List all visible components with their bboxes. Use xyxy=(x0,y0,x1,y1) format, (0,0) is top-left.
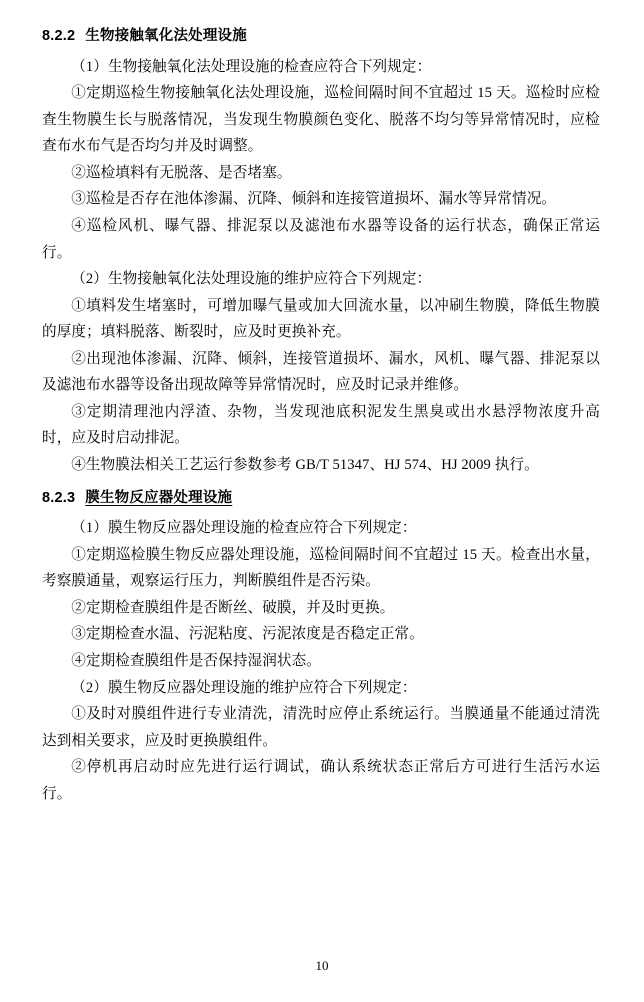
paragraph: ②定期检查膜组件是否断丝、破膜，并及时更换。 xyxy=(71,599,395,616)
paragraph: ③定期检查水温、污泥粘度、污泥浓度是否稳定正常。 xyxy=(71,626,424,643)
paragraph: ①及时对膜组件进行专业清洗，清洗时应停止系统运行。当膜通量不能通过清洗达到相关要求，应及时更换膜组件。 xyxy=(42,706,600,749)
section-heading-title: 生物接触氧化法处理设施 xyxy=(85,28,247,44)
paragraph: （1）膜生物反应器处理设施的检查应符合下列规定： xyxy=(71,520,417,537)
paragraph: ①定期巡检膜生物反应器处理设施，巡检间隔时间不宜超过 15 天。检查出水量，考察膜通量，观察运行压力，判断膜组件是否污染。 xyxy=(42,546,600,590)
section-heading-number: 8.2.3 xyxy=(42,489,76,506)
section-heading-number: 8.2.2 xyxy=(42,28,76,44)
paragraph: （2）生物接触氧化法处理设施的维护应符合下列规定： xyxy=(71,271,432,288)
section-heading-title: 膜生物反应器处理设施 xyxy=(85,489,233,506)
paragraph: ①定期巡检生物接触氧化法处理设施，巡检间隔时间不宜超过 15 天。巡检时应检查生物膜生长与脱落情况，当发现生物膜颜色变化、脱落不均匀等异常情况时，应检查布水布气是否均匀并及时调整。 xyxy=(42,85,600,155)
paragraph: ③定期清理池内浮渣、杂物，当发现池底积泥发生黑臭或出水悬浮物浓度升高时，应及时启动排泥。 xyxy=(42,403,600,447)
paragraph: ④巡检风机、曝气器、排泥泵以及滤池布水器等设备的运行状态，确保正常运行。 xyxy=(42,218,600,261)
page-number: 10 xyxy=(315,958,329,973)
paragraph: ①填料发生堵塞时，可增加曝气量或加大回流水量，以冲刷生物膜，降低生物膜的厚度；填料脱落、断裂时，应及时更换补充。 xyxy=(42,297,600,341)
paragraph: ④定期检查膜组件是否保持湿润状态。 xyxy=(71,652,321,669)
section-heading-8-2-2 xyxy=(42,26,600,48)
paragraph: ②停机再启动时应先进行运行调试，确认系统状态正常后方可进行生活污水运行。 xyxy=(42,759,600,802)
section-spacer xyxy=(42,479,600,488)
paragraph: ④生物膜法相关工艺运行参数参考 GB/T 51347、HJ 574、HJ 2009 执行。 xyxy=(71,456,539,473)
paragraph: （2）膜生物反应器处理设施的维护应符合下列规定： xyxy=(71,679,417,696)
paragraph: ③巡检是否存在池体渗漏、沉降、倾斜和连接管道损坏、漏水等异常情况。 xyxy=(71,191,557,208)
section-heading-8-2-3 xyxy=(42,488,600,510)
paragraph: （1）生物接触氧化法处理设施的检查应符合下列规定： xyxy=(71,58,432,75)
paragraph: ②出现池体渗漏、沉降、倾斜，连接管道损坏、漏水，风机、曝气器、排泥泵以及滤池布水器等设备出现故障等异常情况时，应及时记录并维修。 xyxy=(42,350,600,394)
paragraph: ②巡检填料有无脱落、是否堵塞。 xyxy=(71,164,292,181)
